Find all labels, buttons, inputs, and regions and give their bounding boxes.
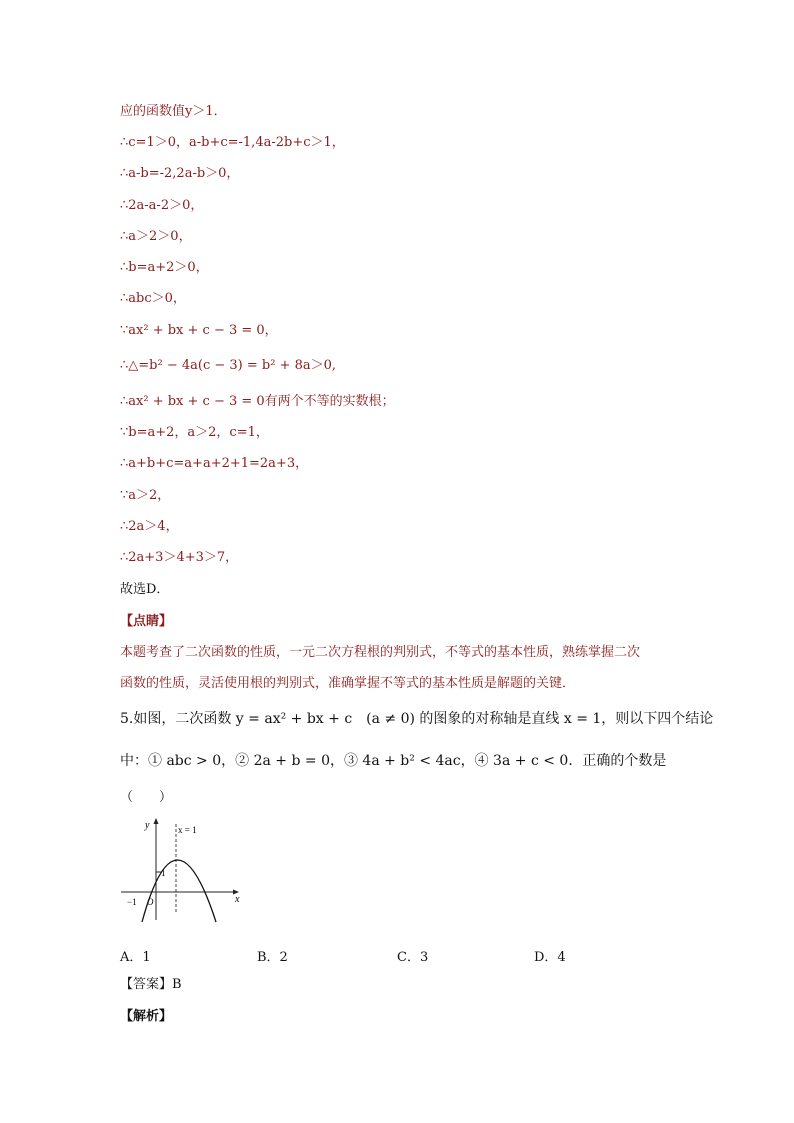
solution-line: ∵ax² + bx + c − 3 = 0， bbox=[120, 323, 278, 338]
solution-line: ∴a+b+c=a+a+2+1=2a+3， bbox=[120, 456, 309, 471]
option-b: B．2 bbox=[257, 950, 288, 965]
parabola-curve bbox=[142, 860, 216, 922]
parabola-figure bbox=[118, 812, 243, 924]
solution-line: ∴a-b=-2,2a-b＞0， bbox=[120, 166, 240, 181]
question-blank: （ ） bbox=[120, 790, 173, 805]
x-axis-label: x bbox=[235, 894, 240, 905]
solution-line: ∴2a-a-2＞0， bbox=[120, 198, 204, 213]
solution-line: ∴△=b² − 4a(c − 3) = b² + 8a＞0, bbox=[120, 358, 336, 373]
options-row bbox=[120, 946, 640, 964]
answer-line: 【答案】B bbox=[120, 977, 182, 992]
option-d: D．4 bbox=[534, 950, 566, 965]
solution-line: ∴2a+3＞4+3＞7， bbox=[120, 550, 239, 565]
solution-line: ∴abc＞0， bbox=[120, 291, 186, 306]
origin-label: O bbox=[147, 897, 154, 907]
solution-line: ∴b=a+2＞0， bbox=[120, 260, 209, 275]
solution-line: 应的函数值y＞1． bbox=[120, 104, 227, 119]
choice-line: 故选D． bbox=[120, 582, 170, 597]
tip-text: 本题考查了二次函数的性质，一元二次方程根的判别式，不等式的基本性质，熟练掌握二次 bbox=[120, 645, 641, 660]
option-c: C．3 bbox=[397, 950, 429, 965]
solution-line: ∴2a＞4， bbox=[120, 519, 179, 534]
symmetry-label: x = 1 bbox=[178, 825, 197, 835]
option-a: A．1 bbox=[120, 950, 151, 965]
tip-heading: 【点睛】 bbox=[120, 614, 173, 629]
solution-line: ∴c=1＞0，a-b+c=-1,4a-2b+c＞1， bbox=[120, 135, 345, 150]
y-tick-label: 1 bbox=[161, 868, 166, 878]
solution-line: ∵b=a+2，a＞2，c=1， bbox=[120, 425, 269, 440]
solution-line: ∴a＞2＞0， bbox=[120, 229, 192, 244]
tip-text: 函数的性质，灵活使用根的判别式，准确掌握不等式的基本性质是解题的关键． bbox=[120, 676, 576, 691]
x-tick-label: −1 bbox=[127, 897, 137, 907]
analysis-heading: 【解析】 bbox=[120, 1009, 173, 1024]
y-axis-arrow bbox=[154, 818, 159, 824]
question-text: 中：① abc > 0，② 2a + b = 0，③ 4a + b² < 4ac，④ 3a + c < 0．正确的个数是 bbox=[120, 753, 667, 769]
solution-line: ∵a＞2， bbox=[120, 488, 171, 503]
solution-line: ∴ax² + bx + c − 3 = 0有两个不等的实数根； bbox=[120, 394, 395, 409]
y-axis-label: y bbox=[145, 820, 150, 831]
question-text: 5.如图，二次函数 y = ax² + bx + c (a ≠ 0) 的图象的对称轴是直线 x = 1，则以下四个结论 bbox=[120, 711, 714, 727]
